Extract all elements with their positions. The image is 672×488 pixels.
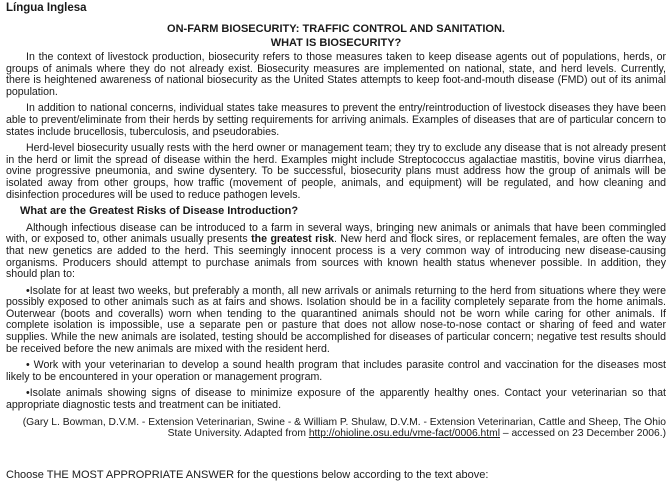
article-body [6, 52, 666, 444]
bullet-item: •Isolate animals showing signs of disease to minimize exposure of the apparently healthy ones. Contact your veterinarian so that appropriate diagnostic tests and treatment can be initiated. [6, 387, 666, 412]
section-heading: What are the Greatest Risks of Disease Introduction? [20, 205, 299, 218]
source-citation [6, 417, 666, 440]
instruction-text: Choose THE MOST APPROPRIATE ANSWER for the questions below according to the text above: [6, 469, 489, 481]
risk-text-after: . New herd and flock sires, or replacement females, are often the way that new genetics are added to the herd. This seemingly innocent process is a very common way of introducing new disease-causing organisms. Producers should attempt to purchase animals from sources with known health status whenever possible. In addition, they should plan to: [6, 233, 666, 281]
risk-text-before: Although infectious disease can be introduced to a farm in several ways, bringing new animals or animals that have been commingled with, or exposed to, other animals usually presents [6, 221, 666, 246]
source-prefix: State University. Adapted from [167, 428, 309, 440]
title-line-1: ON-FARM BIOSECURITY: TRAFFIC CONTROL AND SANITATION. [167, 23, 505, 35]
paragraph-3: Herd-level biosecurity usually rests with the herd owner or management team; they try to exclude any disease that is not already present in the herd or limit the spread of disease within the herd. Examples might include Streptococcus agalactiae mastitis, bovine virus diarrhea, ovine progressive pneumonia, and swine dysentery. To be successful, biosecurity plans must address how the group of animals will be isolated away from other groups, how traffic (movement of people, animals, and equipment) will be regulated, and how cleaning and disinfection procedures will be used to reduce pathogen levels. [6, 142, 666, 201]
source-link[interactable]: http://ohioline.osu.edu/vme-fact/0006.html [308, 428, 500, 440]
bullet-item: • Work with your veterinarian to develop a sound health program that includes parasite control and vaccination for the diseases most likely to be encountered in your operation or management program. [6, 359, 666, 383]
page-header: Língua Inglesa [6, 2, 87, 14]
bullet-item: •Isolate for at least two weeks, but preferably a month, all new arrivals or animals returning to the herd from situations where they were possibly exposed to other animals such as at fairs and shows. Isolation should be in a facility completely separate from the home animals. Outerwear (boots and coveralls) worn when tending to the quarantined animals should not be worn while caring for other animals. If complete isolation is impossible, use a separate pen or pasture that does not allow nose-to-nose contact or sharing of feed and water supplies. While the new animals are isolated, testing should be accomplished for diseases of particular concern; negative test results should be received before the new animals are mixed with the resident herd. [6, 284, 666, 355]
source-line-2 [6, 428, 666, 440]
source-line-1: (Gary L. Bowman, D.V.M. - Extension Veterinarian, Swine - & William P. Shulaw, D.V.M. - Extension Veterinarian, Cattle and Sheep, The Ohio [22, 416, 666, 428]
source-suffix: – accessed on 23 December 2006.) [500, 428, 666, 440]
paragraph-2: In addition to national concerns, individual states take measures to prevent the entry/reintroduction of livestock diseases they have been able to prevent/eliminate from their herds by setting requirements for arriving animals. Examples of diseases that are of particular concern to states include brucellosis, tuberculosis, and pseudorabies. [6, 102, 666, 138]
article-title [0, 22, 672, 50]
title-line-2: WHAT IS BIOSECURITY? [270, 37, 402, 49]
paragraph-1: In the context of livestock production, biosecurity refers to those measures taken to keep disease agents out of populations, herds, or groups of animals where they do not already exist. Biosecurity measures are implemented on national, state, and herd levels. Currently, there is heightened awareness of national biosecurity as the United States attempts to keep foot-and-mouth disease (FMD) out of its animal population. [6, 51, 666, 98]
risk-paragraph [6, 223, 666, 281]
risk-emphasis: the greatest risk [251, 233, 334, 246]
